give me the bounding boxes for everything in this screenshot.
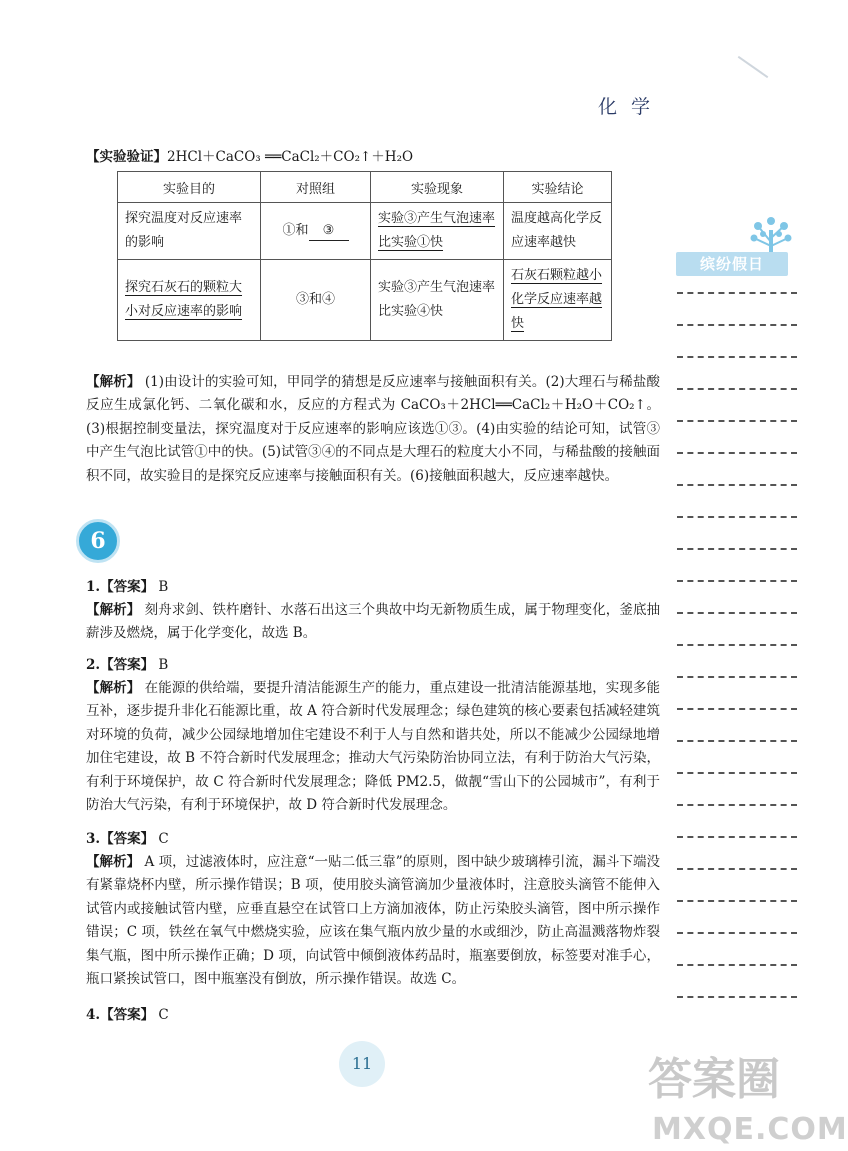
note-line: [677, 996, 797, 998]
answer-value: C: [158, 831, 169, 847]
note-line: [677, 292, 797, 294]
analysis-label: 【解析】: [86, 602, 141, 618]
watermark-url: MXQE.COM: [652, 1112, 848, 1147]
header-phenomenon: 实验现象: [371, 172, 504, 203]
note-line: [677, 836, 797, 838]
q4-answer: [86, 1003, 169, 1023]
q3-analysis: [86, 851, 660, 991]
section-number-badge: 6: [76, 519, 120, 563]
decorative-line: [738, 56, 769, 78]
analysis-label: 【解析】: [86, 680, 141, 696]
cell-purpose: 探究温度对反应速率的影响: [118, 203, 261, 260]
note-line: [677, 932, 797, 934]
note-line: [677, 580, 797, 582]
q3-answer: [86, 827, 169, 847]
header-control-group: 对照组: [261, 172, 371, 203]
subject-title: 化学: [598, 96, 665, 118]
cell-control-group: [261, 203, 371, 260]
answer-label: 3.【答案】: [86, 831, 155, 847]
cell-conclusion: 温度越高化学反应速率越快: [504, 203, 612, 260]
note-line: [677, 868, 797, 870]
table-header-row: [118, 172, 612, 203]
cell-phenomenon: 实验③产生气泡速率比实验④快: [371, 260, 504, 341]
answer-value: B: [158, 579, 169, 595]
group-prefix: ①和: [282, 223, 309, 238]
q1-analysis: [86, 599, 660, 646]
note-line: [677, 516, 797, 518]
note-line: [677, 772, 797, 774]
note-line: [677, 676, 797, 678]
verify-label: 【实验验证】: [86, 149, 167, 165]
note-line: [677, 900, 797, 902]
analysis-paragraph: [86, 371, 660, 488]
answer-label: 4.【答案】: [86, 1007, 155, 1023]
q1-answer: [86, 575, 168, 595]
analysis-text: (1)由设计的实验可知，甲同学的猜想是反应速率与接触面积有关。(2)大理石与稀盐酸反应生成氯化钙、二氧化碳和水，反应的方程式为 CaCO₃＋2HCl══CaCl₂＋H₂O＋CO₂↑。(3)根据控制变量法，探究温度对于反应速率的影响应该选①③。(4)由实验的结论可知，试管③中产生气泡比试管①中的快。(5)试管③④的不同点是大理石的粒度大小不同，与稀盐酸的接触面积不同，故实验目的是探究反应速率与接触面积有关。(6)接触面积越大，反应速率越快。: [86, 374, 660, 484]
note-line: [677, 548, 797, 550]
header-conclusion: 实验结论: [504, 172, 612, 203]
note-line: [677, 964, 797, 966]
experiment-table: [117, 171, 612, 341]
answer-label: 1.【答案】: [86, 579, 155, 595]
note-line: [677, 324, 797, 326]
cell-phenomenon: 实验③产生气泡速率比实验①快: [371, 203, 504, 260]
cell-purpose: 探究石灰石的颗粒大小对反应速率的影响: [118, 260, 261, 341]
table-row: [118, 260, 612, 341]
watermark-logo: 答案圈: [648, 1054, 780, 1105]
cell-conclusion: 石灰石颗粒越小化学反应速率越快: [504, 260, 612, 341]
answer-label: 2.【答案】: [86, 657, 155, 673]
note-line: [677, 388, 797, 390]
note-line: [677, 612, 797, 614]
note-line: [677, 452, 797, 454]
analysis-label: 【解析】: [86, 854, 141, 870]
sidebar-title: 缤纷假日: [676, 252, 788, 276]
tree-icon: [748, 216, 794, 256]
answer-value: C: [158, 1007, 169, 1023]
note-line: [677, 740, 797, 742]
note-line: [677, 420, 797, 422]
note-line: [677, 804, 797, 806]
note-line: [677, 484, 797, 486]
analysis-text: 在能源的供给端，要提升清洁能源生产的能力，重点建设一批清洁能源基地，实现多能互补，逐步提升非化石能源比重，故 A 符合新时代发展理念；绿色建筑的核心要素包括减轻建筑对环境的负荷，减少公园绿地增加住宅建设不利于人与自然和谐共处，所以不能减少公园绿地增加住宅建设，故 B 不符合新时代发展理念；推动大气污染防治协同立法，有利于防治大气污染，有利于环境保护，故 C 符合新时代发展理念；降低 PM2.5，做靓“雪山下的公园城市”，有利于防治大气污染，有利于环境保护，故 D 符合新时代发展理念。: [86, 680, 661, 814]
note-line: [677, 644, 797, 646]
analysis-text: 刻舟求剑、铁杵磨针、水落石出这三个典故中均无新物质生成，属于物理变化，釜底抽薪涉及燃烧，属于化学变化，故选 B。: [86, 602, 661, 642]
page-number: 11: [339, 1041, 385, 1087]
q2-analysis: [86, 677, 660, 817]
analysis-label: 【解析】: [86, 374, 141, 390]
cell-control-group: ③和④: [261, 260, 371, 341]
answer-value: B: [158, 657, 169, 673]
header-purpose: 实验目的: [118, 172, 261, 203]
experiment-verification: [86, 145, 413, 165]
group-answer-blank: ③: [309, 222, 349, 241]
verify-equation: 2HCl＋CaCO₃ ══CaCl₂＋CO₂↑＋H₂O: [167, 149, 414, 165]
analysis-text: A 项，过滤液体时，应注意“一贴二低三靠”的原则，图中缺少玻璃棒引流，漏斗下端没有紧靠烧杯内壁，所示操作错误；B 项，使用胶头滴管滴加少量液体时，注意胶头滴管不能伸入试管内或接触试管内壁，应垂直悬空在试管口上方滴加液体，防止污染胶头滴管，图中所示操作错误；C 项，铁丝在氧气中燃烧实验，应该在集气瓶内放少量的水或细沙，防止高温溅落物炸裂集气瓶，图中所示操作正确；D 项，向试管中倾倒液体药品时，瓶塞要倒放，标签要对准手心，瓶口紧挨试管口，图中瓶塞没有倒放，所示操作错误。故选 C。: [86, 854, 661, 988]
note-line: [677, 356, 797, 358]
table-row: [118, 203, 612, 260]
note-line: [677, 708, 797, 710]
q2-answer: [86, 653, 168, 673]
